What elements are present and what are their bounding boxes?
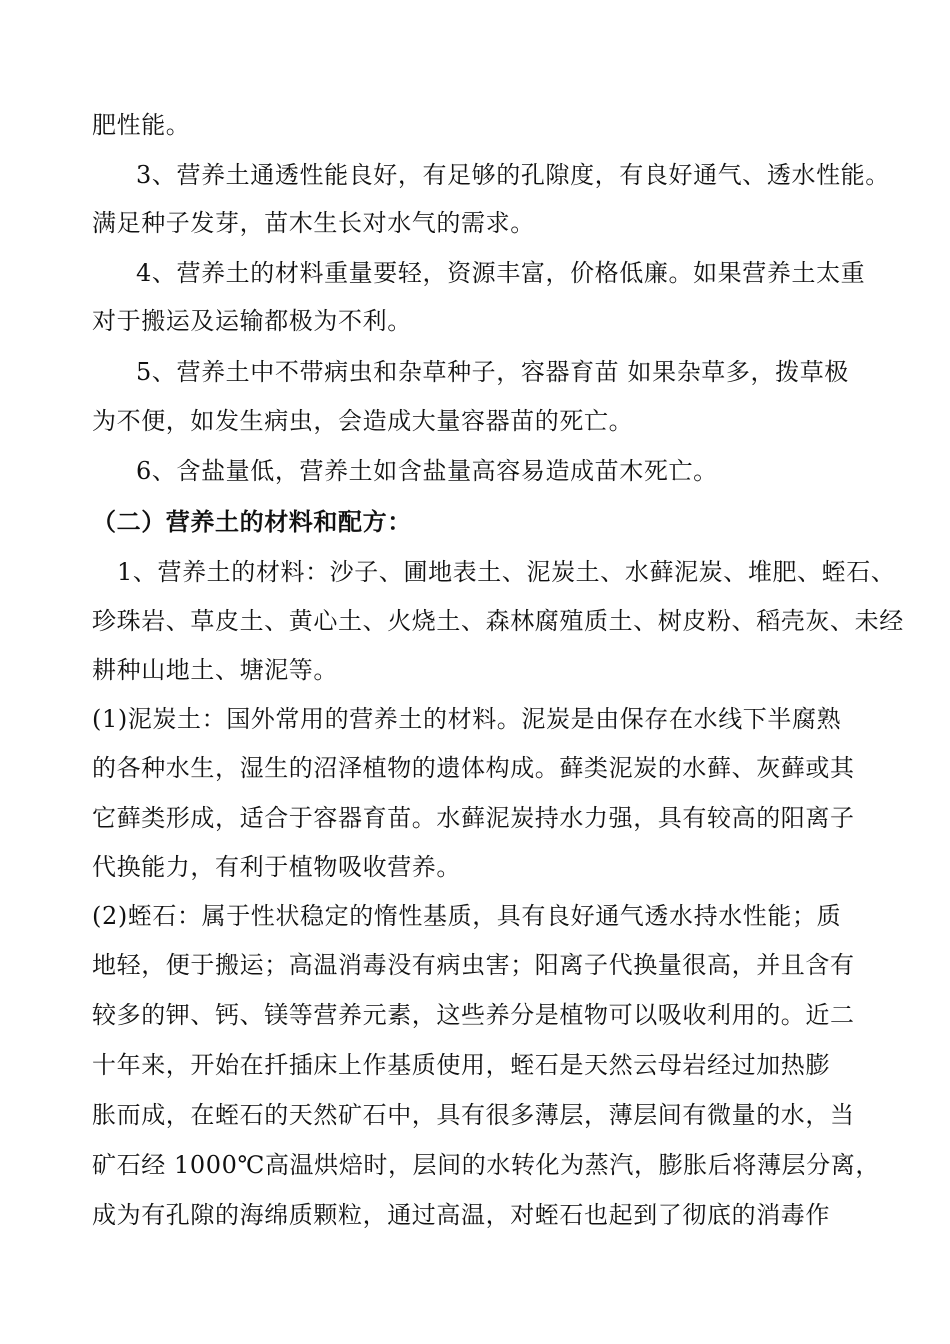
text-line-8: 6、含盐量低，营养土如含盐量高容易造成苗木死亡。 (136, 457, 718, 485)
text-line-11: 珍珠岩、草皮土、黄心土、火烧土、森林腐殖质土、树皮粉、稻壳灰、未经 (92, 607, 904, 635)
text-line-5: 对于搬运及运输都极为不利。 (92, 307, 412, 335)
text-line-23: 成为有孔隙的海绵质颗粒，通过高温，对蛭石也起到了彻底的消毒作 (92, 1201, 830, 1229)
text-line-7: 为不便，如发生病虫，会造成大量容器苗的死亡。 (92, 407, 634, 435)
text-line-14: 的各种水生，湿生的沼泽植物的遗体构成。藓类泥炭的水藓、灰藓或其 (92, 754, 855, 782)
text-line-6: 5、营养土中不带病虫和杂草种子，容器育苗 如果杂草多，拨草极 (136, 358, 849, 386)
text-line-12: 耕种山地土、塘泥等。 (92, 656, 338, 684)
text-line-13: (1)泥炭土：国外常用的营养土的材料。泥炭是由保存在水线下半腐熟 (92, 705, 842, 733)
text-line-15: 它藓类形成，适合于容器育苗。水藓泥炭持水力强，具有较高的阳离子 (92, 804, 855, 832)
text-line-2: 3、营养土通透性能良好，有足够的孔隙度，有良好通气、透水性能。 (136, 161, 890, 189)
text-line-21: 胀而成，在蛭石的天然矿石中，具有很多薄层，薄层间有微量的水，当 (92, 1101, 855, 1129)
text-line-19: 较多的钾、钙、镁等营养元素，这些养分是植物可以吸收利用的。近二 (92, 1001, 855, 1029)
text-line-16: 代换能力，有利于植物吸收营养。 (92, 853, 461, 881)
section-heading: （二）营养土的材料和配方： (92, 507, 412, 536)
text-line-1: 肥性能。 (92, 111, 191, 139)
text-line-4: 4、营养土的材料重量要轻，资源丰富，价格低廉。如果营养土太重 (136, 259, 866, 287)
text-line-18: 地轻，便于搬运；高温消毒没有病虫害；阳离子代换量很高，并且含有 (92, 951, 855, 979)
text-line-17: (2)蛭石：属于性状稳定的惰性基质，具有良好通气透水持水性能；质 (92, 902, 842, 930)
text-line-22: 矿石经 1000℃高温烘焙时，层间的水转化为蒸汽，膨胀后将薄层分离， (92, 1151, 880, 1179)
text-line-3: 满足种子发芽，苗木生长对水气的需求。 (92, 209, 535, 237)
text-line-20: 十年来，开始在扦插床上作基质使用，蛭石是天然云母岩经过加热膨 (92, 1051, 830, 1079)
text-line-10: 1、营养土的材料：沙子、圃地表土、泥炭土、水藓泥炭、堆肥、蛭石、 (117, 558, 896, 586)
